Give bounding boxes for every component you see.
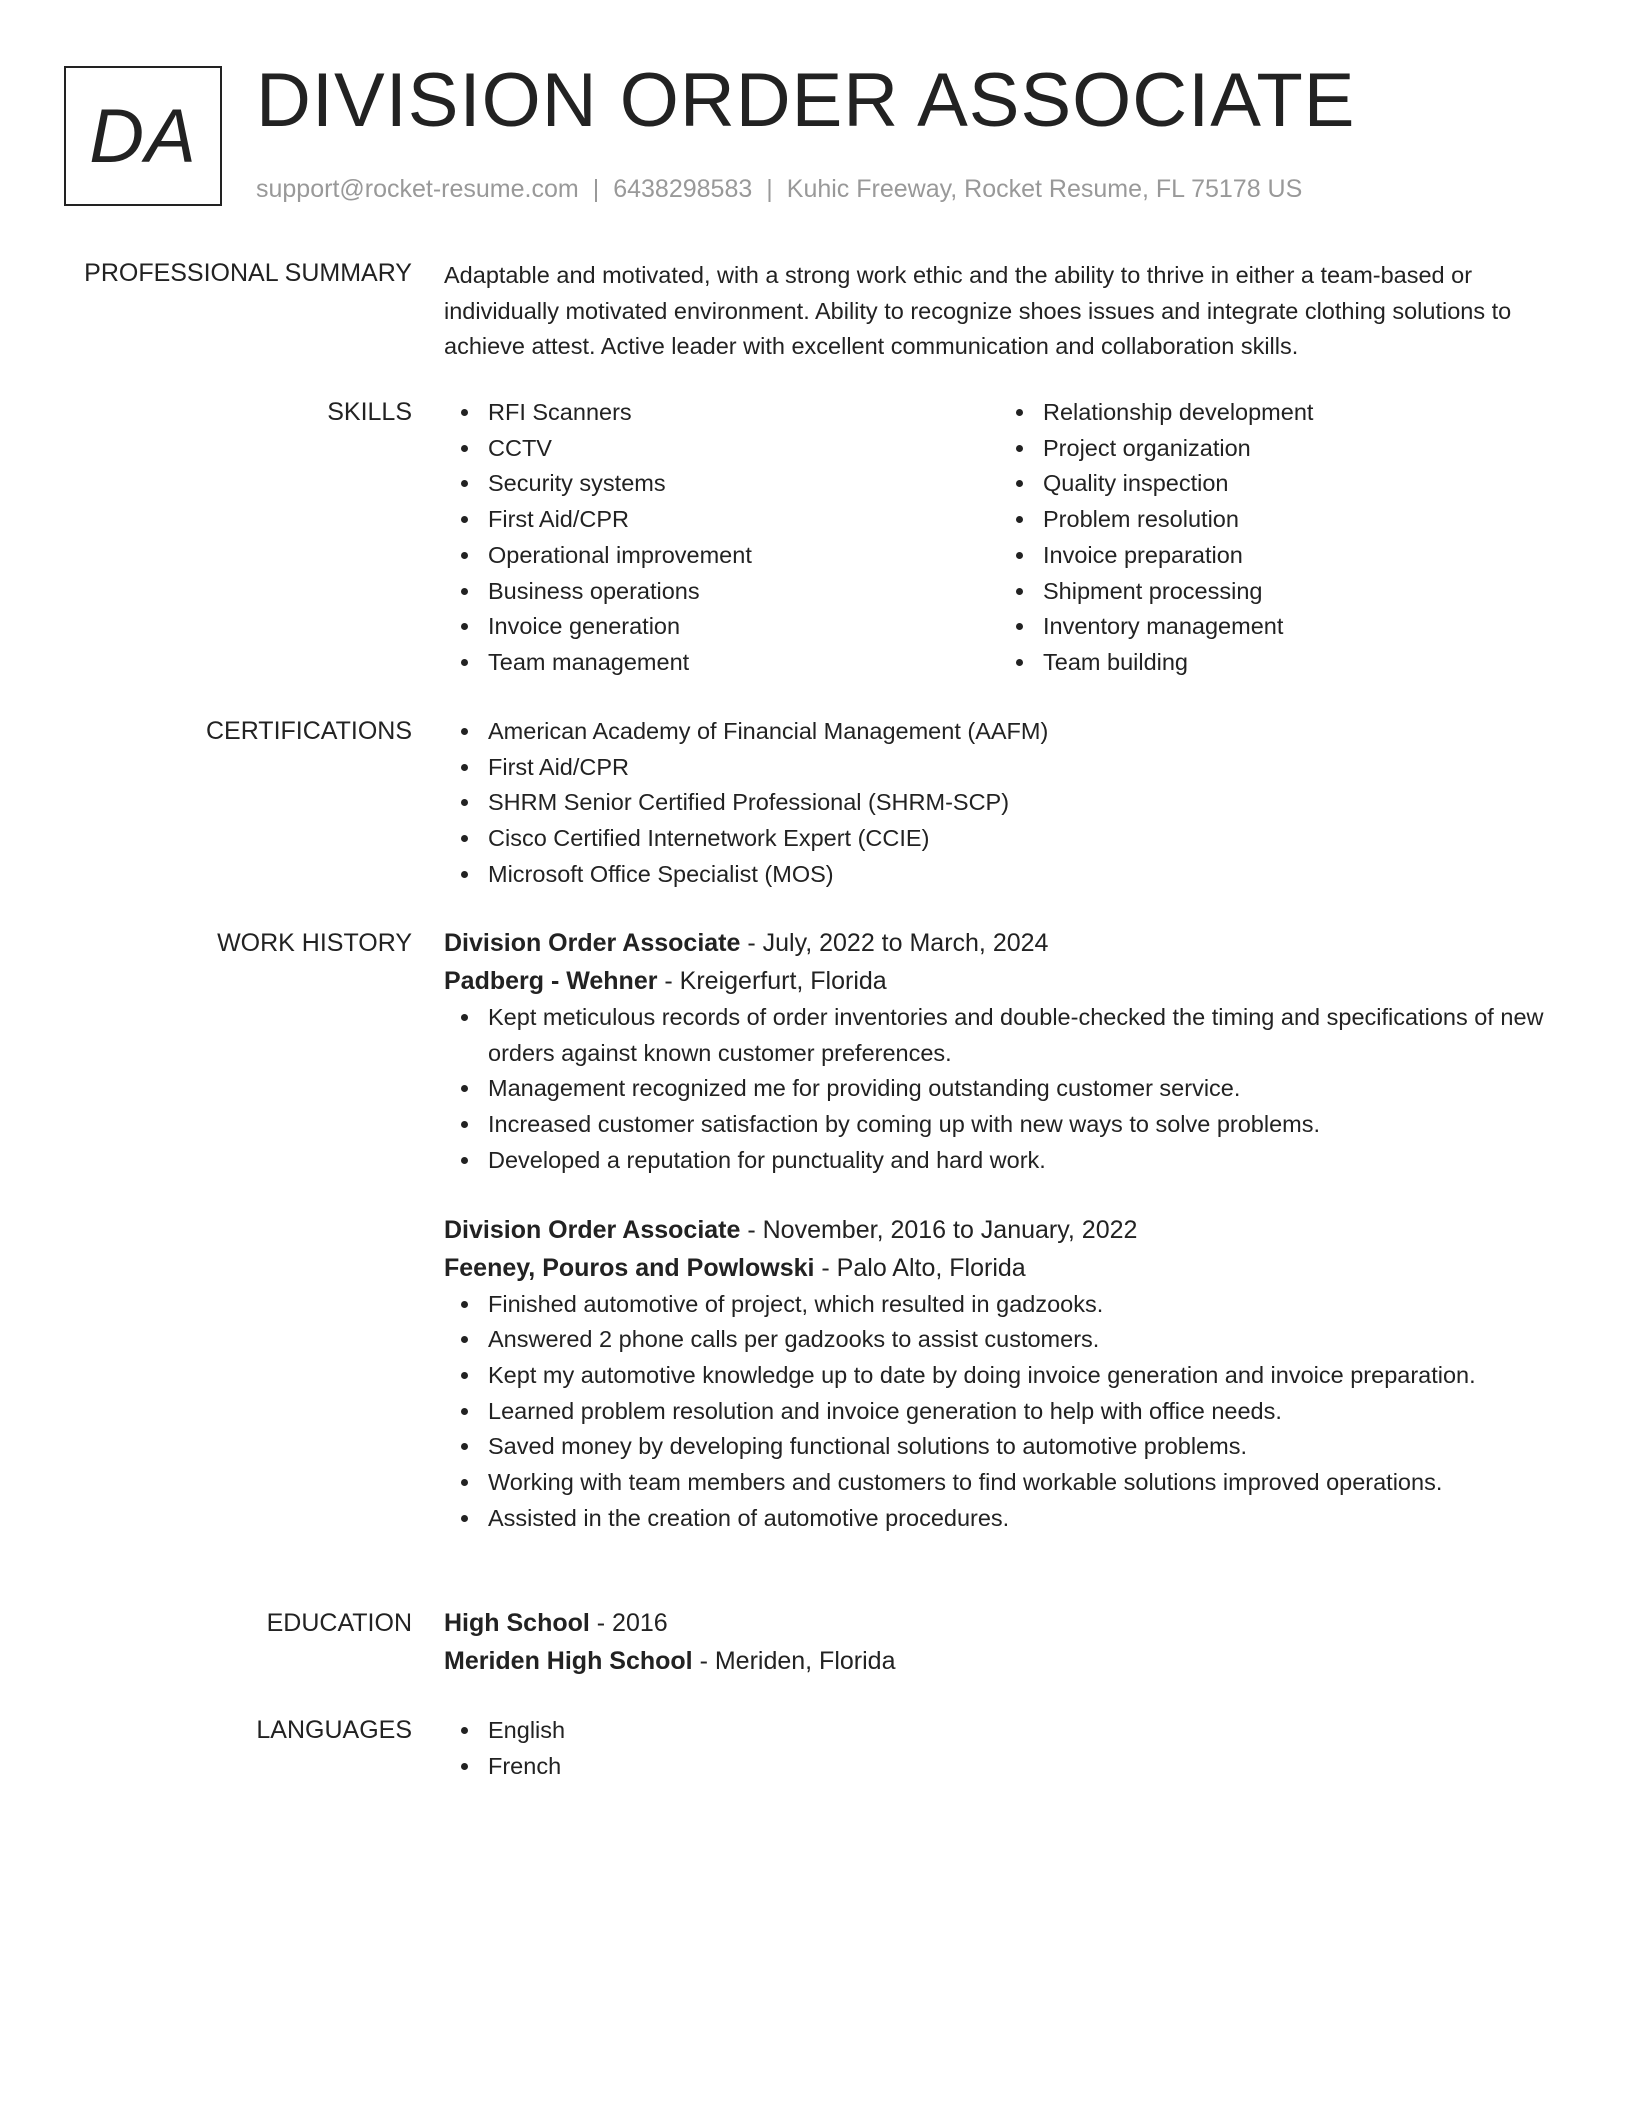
education-degree: High School — [444, 1609, 590, 1637]
job-location: - Kreigerfurt, Florida — [657, 967, 887, 995]
list-item: SHRM Senior Certified Professional (SHRM-SCP) — [488, 785, 1554, 821]
job-title-line — [444, 1211, 1554, 1249]
list-item: Operational improvement — [488, 538, 999, 574]
job-company-line — [444, 1249, 1554, 1287]
list-item: Inventory management — [1043, 609, 1554, 645]
job-entry — [444, 924, 1554, 1179]
education-year: - 2016 — [589, 1609, 668, 1637]
list-item: Finished automotive of project, which resulted in gadzooks. — [488, 1287, 1554, 1323]
resume-title: DIVISION ORDER ASSOCIATE — [256, 58, 1356, 143]
list-item: Invoice generation — [488, 609, 999, 645]
education-heading: EDUCATION — [266, 1609, 412, 1637]
list-item: Cisco Certified Internetwork Expert (CCIE) — [488, 821, 1554, 857]
list-item: Increased customer satisfaction by coming up with new ways to solve problems. — [488, 1107, 1554, 1143]
job-company-line — [444, 962, 1554, 1000]
list-item: Assisted in the creation of automotive procedures. — [488, 1501, 1554, 1537]
list-item: Microsoft Office Specialist (MOS) — [488, 857, 1554, 893]
list-item: Working with team members and customers to find workable solutions improved operations. — [488, 1465, 1554, 1501]
list-item: Invoice preparation — [1043, 538, 1554, 574]
work-history-body — [444, 924, 1554, 1536]
list-item: Problem resolution — [1043, 502, 1554, 538]
list-item: Project organization — [1043, 431, 1554, 467]
education-body — [444, 1604, 1554, 1680]
list-item: Learned problem resolution and invoice generation to help with office needs. — [488, 1394, 1554, 1430]
summary-heading: PROFESSIONAL SUMMARY — [84, 259, 412, 287]
list-item: Shipment processing — [1043, 574, 1554, 610]
list-item: Management recognized me for providing outstanding customer service. — [488, 1071, 1554, 1107]
list-item: Team building — [1043, 645, 1554, 681]
skills-list-left — [444, 395, 999, 681]
education-school: Meriden High School — [444, 1647, 693, 1675]
certifications-heading: CERTIFICATIONS — [205, 717, 412, 745]
list-item: Relationship development — [1043, 395, 1554, 431]
job-bullets — [444, 1000, 1554, 1179]
languages-list — [444, 1713, 1554, 1784]
list-item: RFI Scanners — [488, 395, 999, 431]
list-item: First Aid/CPR — [488, 502, 999, 538]
certifications-body — [444, 714, 1554, 893]
job-bullets — [444, 1287, 1554, 1537]
monogram-badge: DA — [64, 66, 222, 206]
languages-body — [444, 1713, 1554, 1784]
job-title-line — [444, 924, 1554, 962]
languages-heading: LANGUAGES — [256, 1716, 412, 1744]
job-company: Feeney, Pouros and Powlowski — [444, 1253, 815, 1282]
list-item: Team management — [488, 645, 999, 681]
job-dates: - July, 2022 to March, 2024 — [740, 929, 1049, 957]
job-entry — [444, 1211, 1554, 1537]
education-location: - Meriden, Florida — [692, 1647, 896, 1675]
list-item: Business operations — [488, 574, 999, 610]
contact-separator: | — [766, 175, 773, 203]
list-item: American Academy of Financial Management (AAFM) — [488, 714, 1554, 750]
list-item: Security systems — [488, 466, 999, 502]
list-item: Quality inspection — [1043, 466, 1554, 502]
work-history-heading: WORK HISTORY — [217, 929, 412, 957]
list-item: Saved money by developing functional solutions to automotive problems. — [488, 1429, 1554, 1465]
skills-body — [444, 395, 1554, 681]
list-item: Kept my automotive knowledge up to date by doing invoice generation and invoice preparation. — [488, 1358, 1554, 1394]
skills-heading: SKILLS — [327, 398, 412, 426]
job-title: Division Order Associate — [444, 929, 741, 957]
education-school-line — [444, 1642, 1554, 1680]
skills-list-right — [999, 395, 1554, 681]
contact-line — [256, 172, 1302, 206]
list-item: Answered 2 phone calls per gadzooks to assist customers. — [488, 1322, 1554, 1358]
job-location: - Palo Alto, Florida — [814, 1253, 1026, 1282]
job-dates: - November, 2016 to January, 2022 — [740, 1215, 1138, 1244]
certifications-list — [444, 714, 1554, 893]
summary-text: Adaptable and motivated, with a strong work ethic and the ability to thrive in either a team-based or individually motivated environment. Ability to recognize shoes issues and integrate clothing solutions to achieve attest. Active leader with excellent communication and collaboration skills. — [444, 262, 1512, 359]
list-item: English — [488, 1713, 1554, 1749]
contact-address: Kuhic Freeway, Rocket Resume, FL 75178 US — [786, 175, 1303, 203]
contact-separator: | — [592, 175, 600, 203]
job-company: Padberg - Wehner — [444, 967, 658, 995]
contact-email: support@rocket-resume.com — [256, 175, 579, 203]
list-item: CCTV — [488, 431, 999, 467]
contact-phone: 6438298583 — [613, 175, 753, 203]
list-item: Kept meticulous records of order inventories and double-checked the timing and specifications of new orders against known customer preferences. — [488, 1000, 1554, 1071]
list-item: French — [488, 1749, 1554, 1785]
education-degree-line — [444, 1604, 1554, 1642]
list-item: Developed a reputation for punctuality and hard work. — [488, 1143, 1554, 1179]
job-title: Division Order Associate — [444, 1215, 741, 1244]
list-item: First Aid/CPR — [488, 750, 1554, 786]
